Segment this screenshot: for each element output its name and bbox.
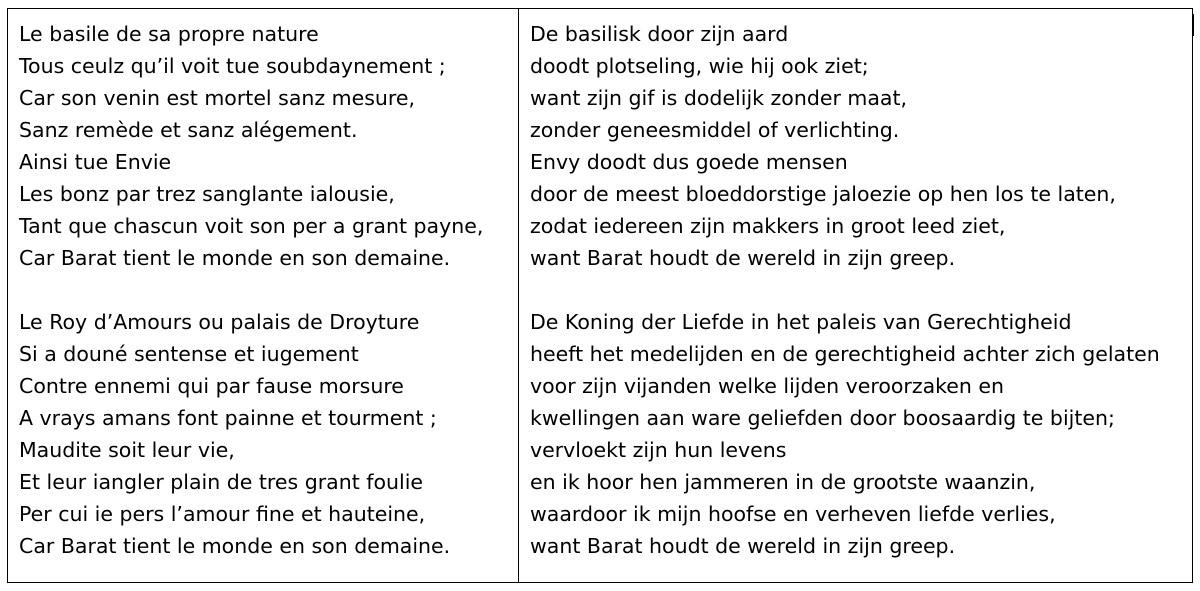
verse-line: Envy doodt dus goede mensen <box>530 150 848 174</box>
stanza <box>530 18 1192 274</box>
verse-line: Ainsi tue Envie <box>19 150 172 174</box>
verse-line: want Barat houdt de wereld in zijn greep. <box>530 246 956 270</box>
stanza <box>19 18 518 274</box>
verse-line: Sanz remède et sanz alégement. <box>19 118 358 142</box>
poem-table <box>7 8 1193 583</box>
original-text-column <box>8 9 519 582</box>
verse-line: zodat iedereen zijn makkers in groot leed ziet, <box>530 214 1006 238</box>
verse-line: kwellingen aan ware geliefden door boosaardig te bijten; <box>530 406 1115 430</box>
verse-line: want Barat houdt de wereld in zijn greep. <box>530 534 956 558</box>
stanza <box>19 306 518 562</box>
verse-line: doodt plotseling, wie hij ook ziet; <box>530 54 869 78</box>
verse-line: Car Barat tient le monde en son demaine. <box>19 534 451 558</box>
verse-line: De basilisk door zijn aard <box>530 22 789 46</box>
verse-line: voor zijn vijanden welke lijden veroorzaken en <box>530 374 1005 398</box>
verse-line: Les bonz par trez sanglante ialousie, <box>19 182 395 206</box>
verse-line: waardoor ik mijn hoofse en verheven liefde verlies, <box>530 502 1056 526</box>
verse-line: Contre ennemi qui par fause morsure <box>19 374 404 398</box>
verse-line: A vrays amans font painne et tourment ; <box>19 406 437 430</box>
verse-line: heeft het medelijden en de gerechtigheid achter zich gelaten <box>530 342 1160 366</box>
verse-line: vervloekt zijn hun levens <box>530 438 787 462</box>
verse-line: Le basile de sa propre nature <box>19 22 319 46</box>
verse-line: Per cui ie pers l’amour fine et hauteine, <box>19 502 426 526</box>
verse-line: Car Barat tient le monde en son demaine. <box>19 246 451 270</box>
verse-line: Le Roy d’Amours ou palais de Droyture <box>19 310 420 334</box>
verse-line: Si a douné sentense et iugement <box>19 342 359 366</box>
text-cursor <box>1192 14 1194 36</box>
verse-line: Et leur iangler plain de tres grant foulie <box>19 470 424 494</box>
verse-line: Tous ceulz qu’il voit tue soubdaynement ; <box>19 54 446 78</box>
verse-line: Car son venin est mortel sanz mesure, <box>19 86 416 110</box>
verse-line: door de meest bloeddorstige jaloezie op hen los te laten, <box>530 182 1116 206</box>
verse-line: De Koning der Liefde in het paleis van Gerechtigheid <box>530 310 1072 334</box>
verse-line: Maudite soit leur vie, <box>19 438 235 462</box>
verse-line: Tant que chascun voit son per a grant payne, <box>19 214 484 238</box>
verse-line: zonder geneesmiddel of verlichting. <box>530 118 900 142</box>
verse-line: want zijn gif is dodelijk zonder maat, <box>530 86 908 110</box>
stanza <box>530 306 1192 562</box>
verse-line: en ik hoor hen jammeren in de grootste waanzin, <box>530 470 1036 494</box>
translation-column <box>519 9 1192 582</box>
